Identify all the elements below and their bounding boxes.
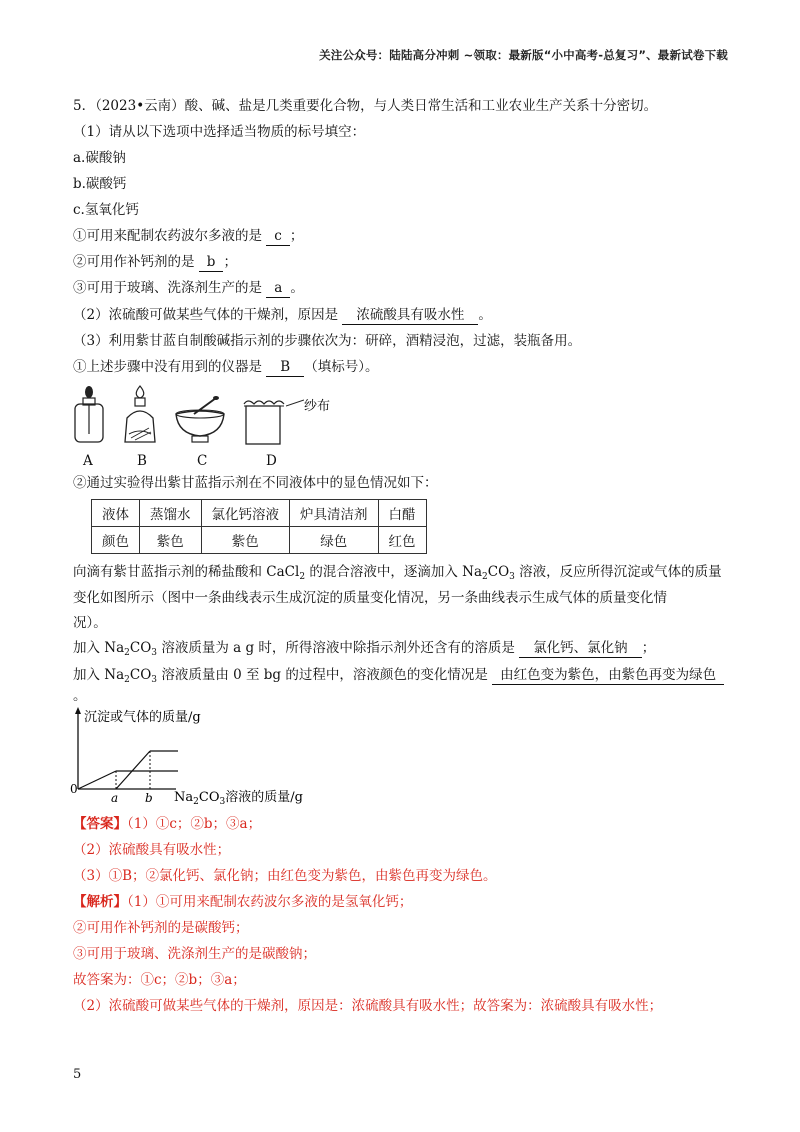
analysis-tag: 【解析】 bbox=[73, 894, 127, 910]
xlabel-sub: 2 bbox=[193, 797, 199, 807]
desc-line-2: 变化如图所示（图中一条曲线表示生成沉淀的质量变化情况，另一条曲线表示生成气体的质量变化情 bbox=[73, 590, 667, 606]
desc-sub: 3 bbox=[509, 572, 515, 582]
y-axis-arrow-icon bbox=[75, 707, 81, 714]
indicator-color-table bbox=[91, 499, 427, 554]
page-number: 5 bbox=[73, 1067, 82, 1082]
xlabel-sub: 3 bbox=[219, 797, 226, 807]
q3-1-answer: B bbox=[266, 358, 304, 377]
option-b: b.碳酸钙 bbox=[73, 176, 127, 192]
desc-sub: 2 bbox=[299, 572, 306, 582]
qa-sub: 3 bbox=[151, 648, 158, 658]
y-axis-label: 沉淀或气体的质量/g bbox=[84, 710, 201, 725]
option-a: a.碳酸钠 bbox=[73, 150, 126, 166]
table-cell: 白醋 bbox=[378, 500, 426, 527]
q1-2 bbox=[73, 253, 237, 272]
desc-line-1 bbox=[73, 563, 722, 586]
q1-1-answer: c bbox=[266, 227, 290, 246]
table-row bbox=[92, 500, 427, 527]
qb-text: CO bbox=[129, 667, 152, 683]
q-b-line bbox=[73, 666, 724, 689]
desc-sub: 2 bbox=[482, 572, 488, 582]
option-c: c.氢氧化钙 bbox=[73, 202, 139, 218]
table-cell: 炉具清洁剂 bbox=[290, 500, 379, 527]
qb-text: 加入 Na bbox=[73, 667, 125, 683]
analysis-line-5: （2）浓硫酸可做某些气体的干燥剂，原因是：浓硫酸具有吸水性；故答案为：浓硫酸具有吸水性； bbox=[73, 998, 663, 1014]
q1-3-suffix: 。 bbox=[290, 280, 304, 296]
qa-suffix: ； bbox=[641, 640, 656, 656]
answer-line-2: （2）浓硫酸具有吸水性； bbox=[73, 842, 231, 858]
q-a-line bbox=[73, 639, 655, 662]
answer-tag: 【答案】 bbox=[73, 816, 127, 832]
q1-1 bbox=[73, 227, 303, 246]
qb-answer: 由红色变为紫色，由紫色再变为绿色 bbox=[492, 666, 724, 685]
desc-line-3: 况）。 bbox=[73, 615, 107, 631]
q1-2-prefix: ②可用作补钙剂的是 bbox=[73, 254, 199, 270]
q2-answer: 浓硫酸具有吸水性 bbox=[342, 306, 478, 325]
table-row bbox=[92, 527, 427, 554]
qa-text: 溶液质量为 a g 时，所得溶液中除指示剂外还含有的溶质是 bbox=[157, 640, 520, 656]
analysis-line-3: ③可用于玻璃、洗涤剂生产的是碳酸钠； bbox=[73, 946, 316, 962]
q2-prefix: （2）浓硫酸可做某些气体的干燥剂，原因是 bbox=[73, 307, 343, 323]
qa-answer: 氯化钙、氯化钠 bbox=[519, 639, 642, 658]
dropper-bottle-icon bbox=[70, 384, 110, 446]
answer-text: （1）①c；②b；③a； bbox=[127, 816, 262, 832]
q1-3 bbox=[73, 279, 304, 298]
beaker-with-gauze-icon bbox=[240, 384, 288, 446]
q3-1-suffix: （填标号）。 bbox=[304, 359, 379, 375]
table-cell: 颜色 bbox=[92, 527, 140, 554]
table-cell: 蒸馏水 bbox=[140, 500, 202, 527]
mass-graph bbox=[66, 707, 326, 807]
q1-2-suffix: ； bbox=[223, 254, 237, 270]
q3-2-intro: ②通过实验得出紫甘蓝指示剂在不同液体中的显色情况如下： bbox=[73, 475, 438, 491]
analysis-line-4: 故答案为：①c；②b；③a； bbox=[73, 972, 246, 988]
gas-curve-rise bbox=[78, 771, 116, 789]
desc-text: CO bbox=[487, 564, 510, 580]
qb-text: 溶液质量由 0 至 bg 的过程中，溶液颜色的变化情况是 bbox=[157, 667, 493, 683]
a-tick-label: a bbox=[111, 791, 119, 805]
apparatus-label-a: A bbox=[83, 453, 93, 469]
table-cell: 紫色 bbox=[201, 527, 290, 554]
q-b-suffix: 。 bbox=[73, 688, 87, 704]
analysis-line-2: ②可用作补钙剂的是碳酸钙； bbox=[73, 920, 249, 936]
answer-line-3: （3）①B；②氯化钙、氯化钠；由红色变为紫色，由紫色再变为绿色。 bbox=[73, 868, 497, 884]
table-cell: 绿色 bbox=[290, 527, 379, 554]
apparatus-label-d: D bbox=[266, 453, 277, 469]
apparatus-label-c: C bbox=[197, 453, 208, 469]
table-cell: 氯化钙溶液 bbox=[201, 500, 290, 527]
analysis-text: （1）①可用来配制农药波尔多液的是氢氧化钙； bbox=[127, 894, 413, 910]
question-stem: 5．（2023•云南）酸、碱、盐是几类重要化合物，与人类日常生活和工业农业生产关系十分密切。 bbox=[73, 98, 658, 114]
x-axis-label bbox=[174, 789, 303, 807]
q1-1-suffix: ； bbox=[289, 228, 304, 244]
qa-sub: 2 bbox=[124, 648, 130, 658]
part1-intro: （1）请从以下选项中选择适当物质的标号填空： bbox=[73, 124, 366, 140]
analysis-line-1 bbox=[73, 893, 412, 911]
q1-3-answer: a bbox=[266, 279, 290, 298]
q1-2-answer: b bbox=[199, 253, 224, 272]
desc-text: 的混合溶液中，逐滴加入 Na bbox=[305, 564, 483, 580]
xlabel-part: Na bbox=[174, 790, 194, 805]
precipitate-curve-rise bbox=[116, 751, 150, 789]
xlabel-part: CO bbox=[198, 790, 220, 805]
table-cell: 红色 bbox=[378, 527, 426, 554]
qb-sub: 3 bbox=[151, 675, 158, 685]
gauze-label: 纱布 bbox=[304, 399, 331, 414]
q2 bbox=[73, 306, 492, 325]
qa-text: CO bbox=[129, 640, 152, 656]
table-cell: 紫色 bbox=[140, 527, 202, 554]
table-cell: 液体 bbox=[92, 500, 140, 527]
q3-1-prefix: ①上述步骤中没有用到的仪器是 bbox=[73, 359, 267, 375]
desc-text: 向滴有紫甘蓝指示剂的稀盐酸和 CaCl bbox=[73, 564, 300, 580]
b-tick-label: b bbox=[145, 791, 153, 805]
q3-1 bbox=[73, 358, 378, 377]
mortar-pestle-icon bbox=[172, 384, 228, 446]
q1-3-prefix: ③可用于玻璃、洗涤剂生产的是 bbox=[73, 280, 267, 296]
apparatus-label-b: B bbox=[137, 453, 147, 469]
origin-label: 0 bbox=[70, 782, 78, 796]
page-header: 关注公众号：陆陆高分冲刺 ~领取：最新版“小中高考-总复习”、最新试卷下载 bbox=[319, 48, 728, 62]
alcohol-lamp-icon bbox=[117, 384, 167, 446]
q1-1-prefix: ①可用来配制农药波尔多液的是 bbox=[73, 228, 267, 244]
answer-line-1 bbox=[73, 815, 261, 833]
gauze-pointer-icon bbox=[286, 398, 304, 408]
xlabel-part: 溶液的质量/g bbox=[225, 790, 303, 805]
desc-text: 溶液，反应所得沉淀或气体的质量 bbox=[514, 564, 722, 580]
q2-suffix: 。 bbox=[478, 307, 492, 323]
qa-text: 加入 Na bbox=[73, 640, 125, 656]
q3-intro: （3）利用紫甘蓝自制酸碱指示剂的步骤依次为：研碎，酒精浸泡，过滤，装瓶备用。 bbox=[73, 333, 582, 349]
qb-sub: 2 bbox=[124, 675, 130, 685]
